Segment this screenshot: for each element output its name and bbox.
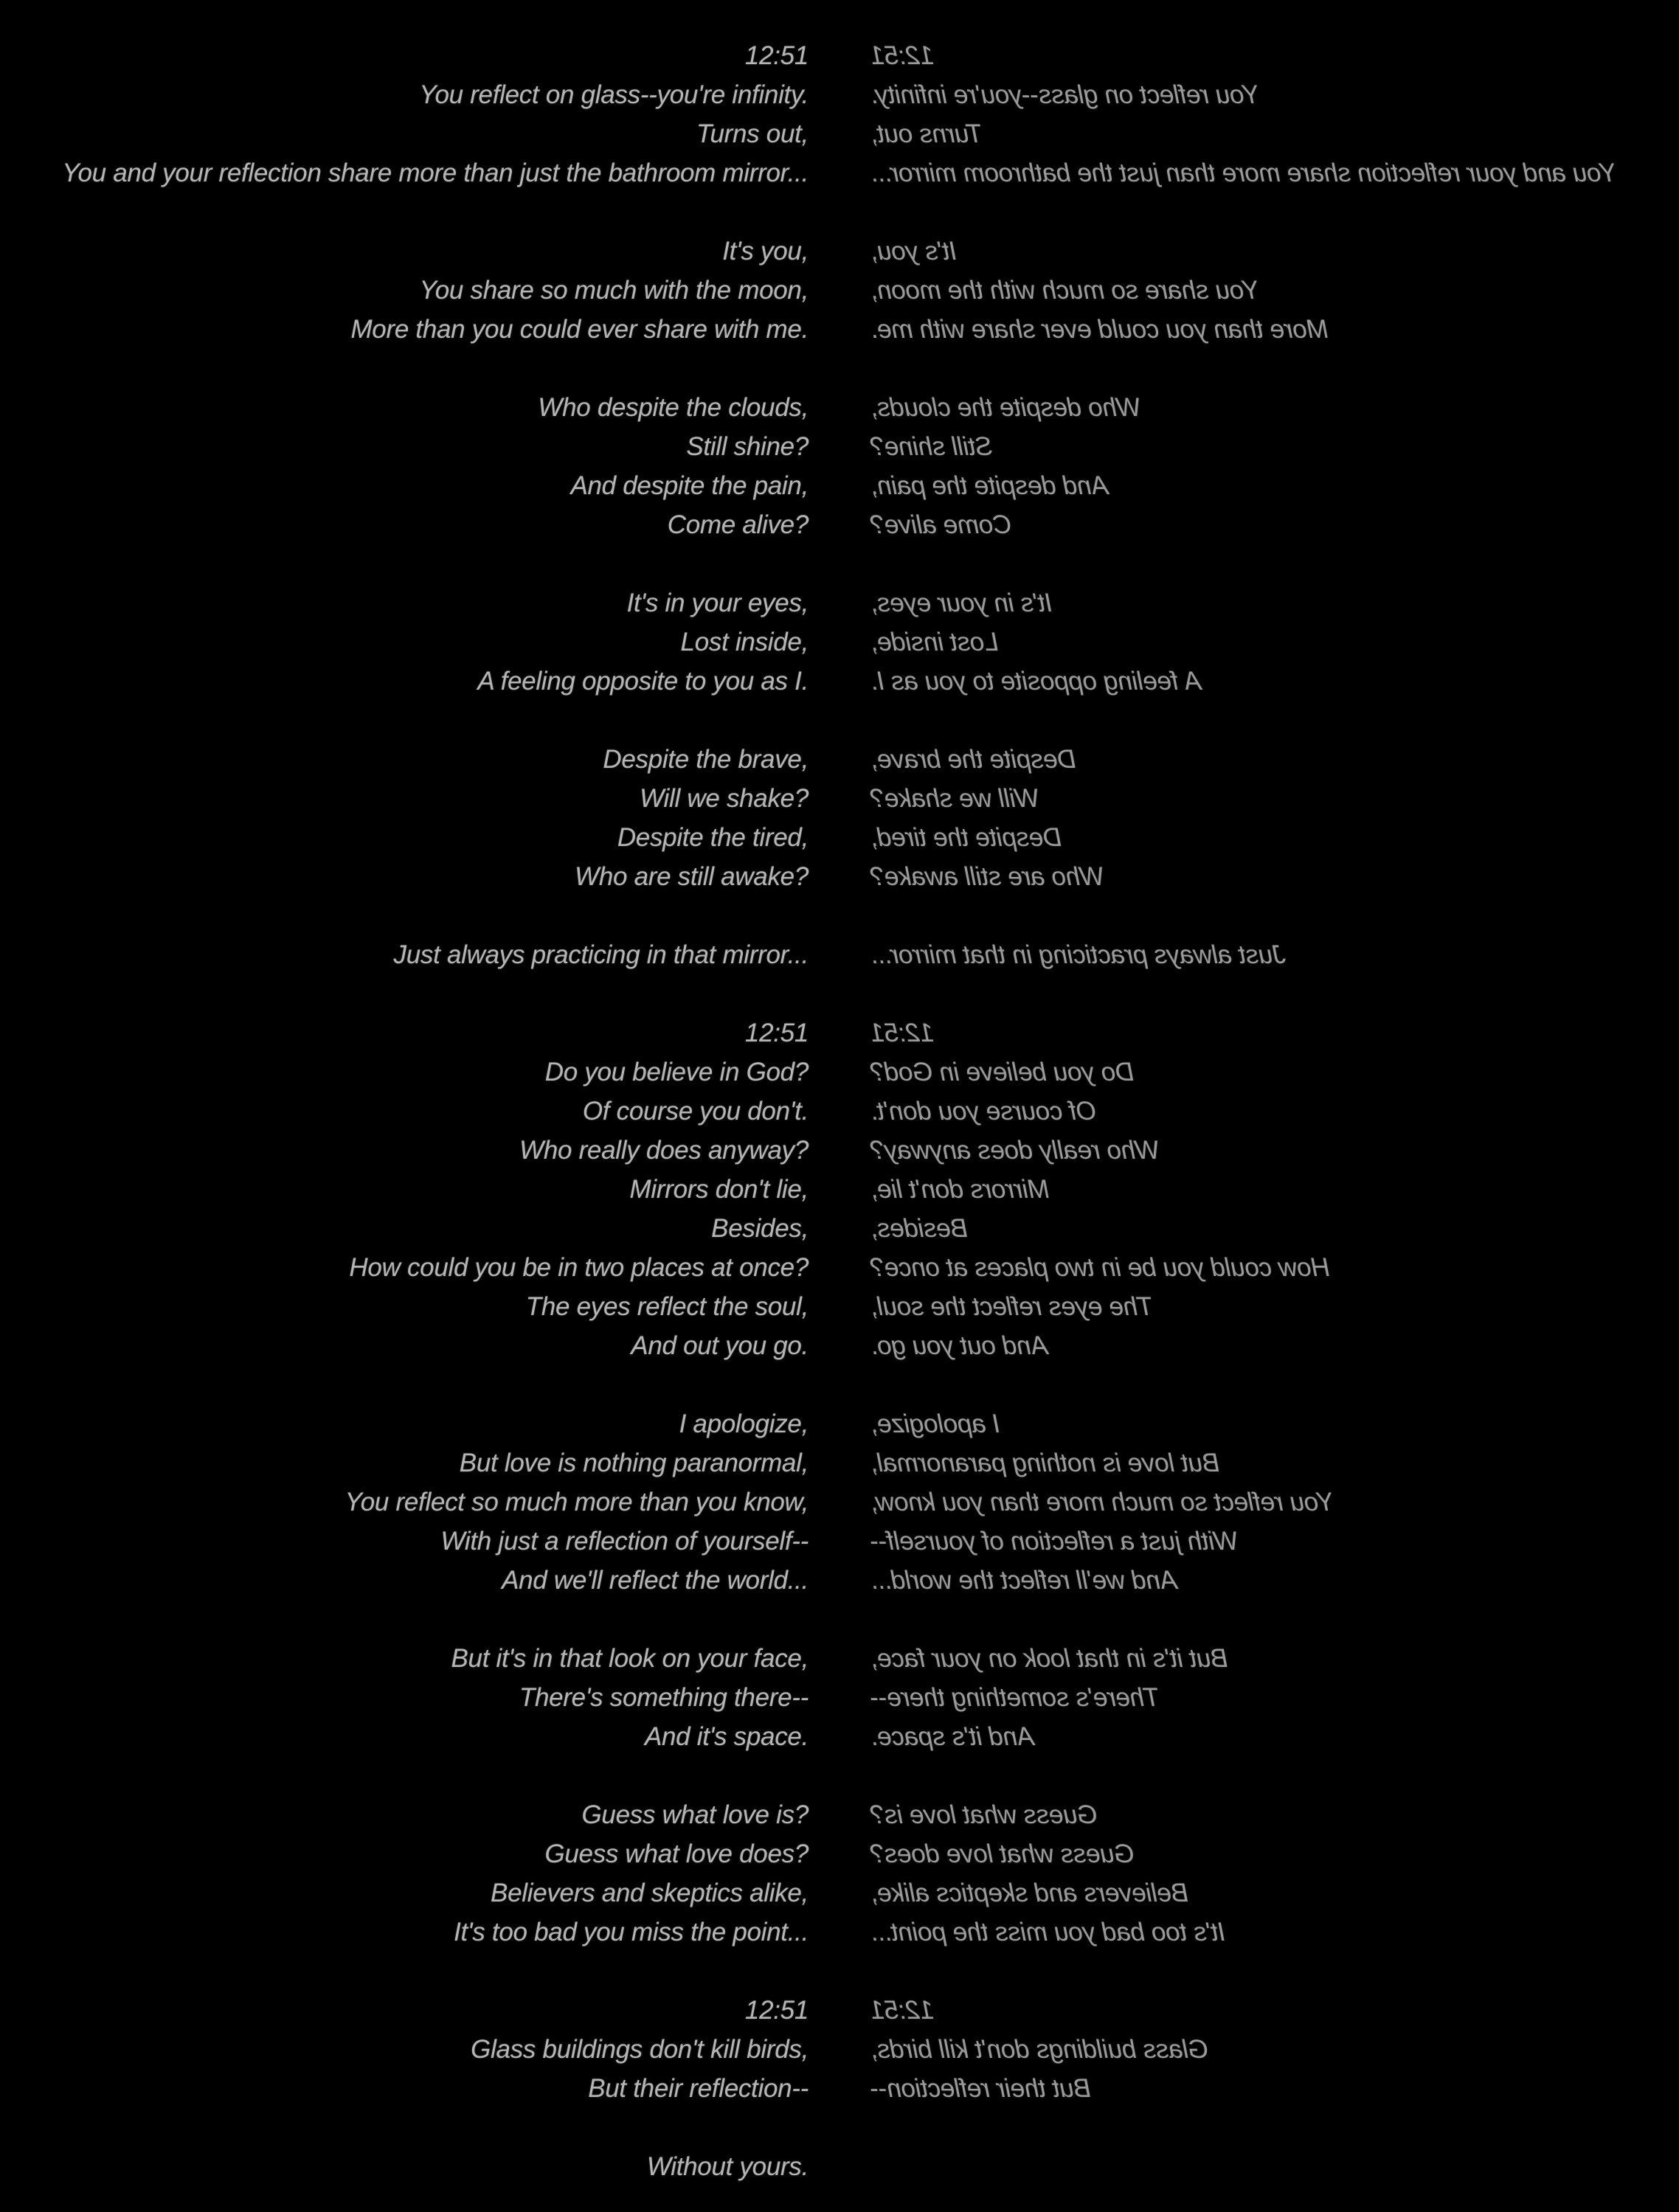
poem-line: A feeling opposite to you as I. — [870, 667, 1202, 696]
poem-line: Besides, — [711, 1214, 809, 1243]
poem-column-reflection — [840, 0, 1679, 2147]
poem-line: You share so much with the moon, — [419, 276, 809, 305]
poem-line: And it's space. — [870, 1722, 1035, 1751]
poem-line: Who really does anyway? — [870, 1136, 1160, 1165]
poem-line: Without yours. — [646, 2152, 809, 2181]
poem-line: Glass buildings don't kill birds, — [471, 2035, 809, 2064]
stanza — [0, 1013, 809, 1365]
poem-line: But their reflection-- — [870, 2074, 1091, 2103]
poem-line: You share so much with the moon, — [870, 276, 1260, 305]
poem-line: 12:51 — [870, 1019, 935, 1047]
poem-line: 12:51 — [744, 1019, 809, 1047]
poem-line: It's too bad you miss the point... — [454, 1918, 809, 1946]
poem-line: And despite the pain, — [570, 471, 809, 500]
poem-line: But it's in that look on your face, — [451, 1644, 809, 1673]
poem-line: Do you believe in God? — [870, 1058, 1135, 1086]
poem-line: 12:51 — [870, 41, 935, 70]
poem-line: 12:51 — [744, 41, 809, 70]
poem-line: And out you go. — [870, 1331, 1048, 1360]
poem-line: And we'll reflect the world... — [870, 1566, 1177, 1595]
stanza — [0, 740, 809, 896]
poem-line: It's in your eyes, — [870, 589, 1053, 617]
poem-line: You and your reflection share more than just the bathroom mirror... — [62, 159, 809, 187]
stanza — [0, 1404, 809, 1600]
stanza — [870, 740, 1679, 896]
poem-line: You reflect on glass--you're infinity. — [419, 80, 809, 109]
poem-line: But their reflection-- — [588, 2074, 809, 2103]
poem-line: Besides, — [870, 1214, 968, 1243]
poem-line: Lost inside, — [870, 628, 999, 656]
poem-line: You reflect on glass--you're infinity. — [870, 80, 1260, 109]
poem-line: Who despite the clouds, — [870, 393, 1141, 422]
poem-line: And despite the pain, — [870, 471, 1109, 500]
poem-line: Guess what love is? — [581, 1800, 809, 1829]
poem-line: There's something there-- — [870, 1683, 1160, 1712]
poem-line: The eyes reflect the soul, — [870, 1292, 1154, 1321]
stanza — [0, 36, 809, 193]
poem-line: Guess what love does? — [544, 1840, 809, 1868]
poem-line: Guess what love is? — [870, 1800, 1098, 1829]
poem-line: Just always practicing in that mirror... — [393, 940, 809, 969]
poem-line: Despite the tired, — [870, 823, 1062, 852]
poem-line: But it's in that look on your face, — [870, 1644, 1228, 1673]
stanza — [0, 232, 809, 349]
poem-line: Mirrors don't lie, — [629, 1175, 809, 1204]
poem-line: There's something there-- — [519, 1683, 809, 1712]
poem-line: Believers and skeptics alike, — [870, 1879, 1188, 1907]
poem-line: Despite the brave, — [870, 745, 1076, 774]
stanza — [0, 935, 809, 974]
poem-line: Mirrors don't lie, — [870, 1175, 1050, 1204]
stanza — [870, 583, 1679, 701]
poem-line: Will we shake? — [870, 784, 1039, 813]
poem-line: But love is nothing paranormal, — [459, 1449, 809, 1477]
poem-line: Just always practicing in that mirror... — [870, 940, 1286, 969]
poem-line: Despite the brave, — [603, 745, 809, 774]
stanza — [0, 1795, 809, 1952]
poem-line: I apologize, — [679, 1410, 809, 1438]
stanza — [870, 36, 1679, 193]
poem-line: Turns out, — [696, 119, 809, 148]
poem-line: And we'll reflect the world... — [502, 1566, 809, 1595]
poem-line: But love is nothing paranormal, — [870, 1449, 1220, 1477]
poem-line: Of course you don't. — [870, 1097, 1097, 1126]
poem-line: Despite the tired, — [617, 823, 809, 852]
poem-line: How could you be in two places at once? — [349, 1253, 809, 1282]
poem-line: It's you, — [870, 237, 957, 266]
poem-line: Who are still awake? — [575, 862, 809, 891]
stanza — [0, 388, 809, 544]
poem-line: Come alive? — [667, 510, 809, 539]
stanza — [870, 232, 1679, 349]
poem-line: A feeling opposite to you as I. — [477, 667, 809, 696]
stanza — [870, 1639, 1679, 1756]
poem-line: You reflect so much more than you know, — [345, 1488, 809, 1516]
stanza — [0, 1639, 809, 1756]
poem-line: Glass buildings don't kill birds, — [870, 2035, 1208, 2064]
poem-line: How could you be in two places at once? — [870, 1253, 1330, 1282]
poem-line: Guess what love does? — [870, 1840, 1135, 1868]
stanza — [0, 583, 809, 701]
poem-line: I apologize, — [870, 1410, 1000, 1438]
poem-line: More than you could ever share with me. — [870, 315, 1329, 344]
poem-line: 12:51 — [870, 1996, 935, 2025]
poem-line: It's too bad you miss the point... — [870, 1918, 1225, 1946]
stanza — [870, 1795, 1679, 1952]
stanza — [870, 1404, 1679, 1600]
poem-line: You and your reflection share more than just the bathroom mirror... — [870, 159, 1617, 187]
stanza — [0, 1991, 809, 2108]
poem-line: Who are still awake? — [870, 862, 1104, 891]
poem-line: Turns out, — [870, 119, 983, 148]
poem-line: With just a reflection of yourself-- — [870, 1527, 1239, 1556]
poem-line: Of course you don't. — [582, 1097, 809, 1126]
stanza — [870, 1991, 1679, 2108]
poem-line: Lost inside, — [680, 628, 809, 656]
poem-line: Will we shake? — [640, 784, 809, 813]
poem-line: Believers and skeptics alike, — [491, 1879, 809, 1907]
poem-line: You reflect so much more than you know, — [870, 1488, 1334, 1516]
poem-line: It's in your eyes, — [626, 589, 809, 617]
stanza — [0, 2147, 809, 2186]
poem-line: The eyes reflect the soul, — [525, 1292, 809, 1321]
stanza — [870, 935, 1679, 974]
poem-line: Who really does anyway? — [519, 1136, 809, 1165]
stanza — [870, 388, 1679, 544]
poem-line: With just a reflection of yourself-- — [440, 1527, 809, 1556]
poem-line: Do you believe in God? — [544, 1058, 809, 1086]
poem-line: Still shine? — [686, 432, 809, 461]
poem-line: More than you could ever share with me. — [350, 315, 809, 344]
poem-line: And it's space. — [644, 1722, 809, 1751]
poem-line: And out you go. — [631, 1331, 809, 1360]
poem-line: 12:51 — [744, 1996, 809, 2025]
poem-line: It's you, — [722, 237, 809, 266]
poem-line: Who despite the clouds, — [538, 393, 809, 422]
stanza — [870, 1013, 1679, 1365]
poem-line: Still shine? — [870, 432, 993, 461]
poem-line: Come alive? — [870, 510, 1012, 539]
